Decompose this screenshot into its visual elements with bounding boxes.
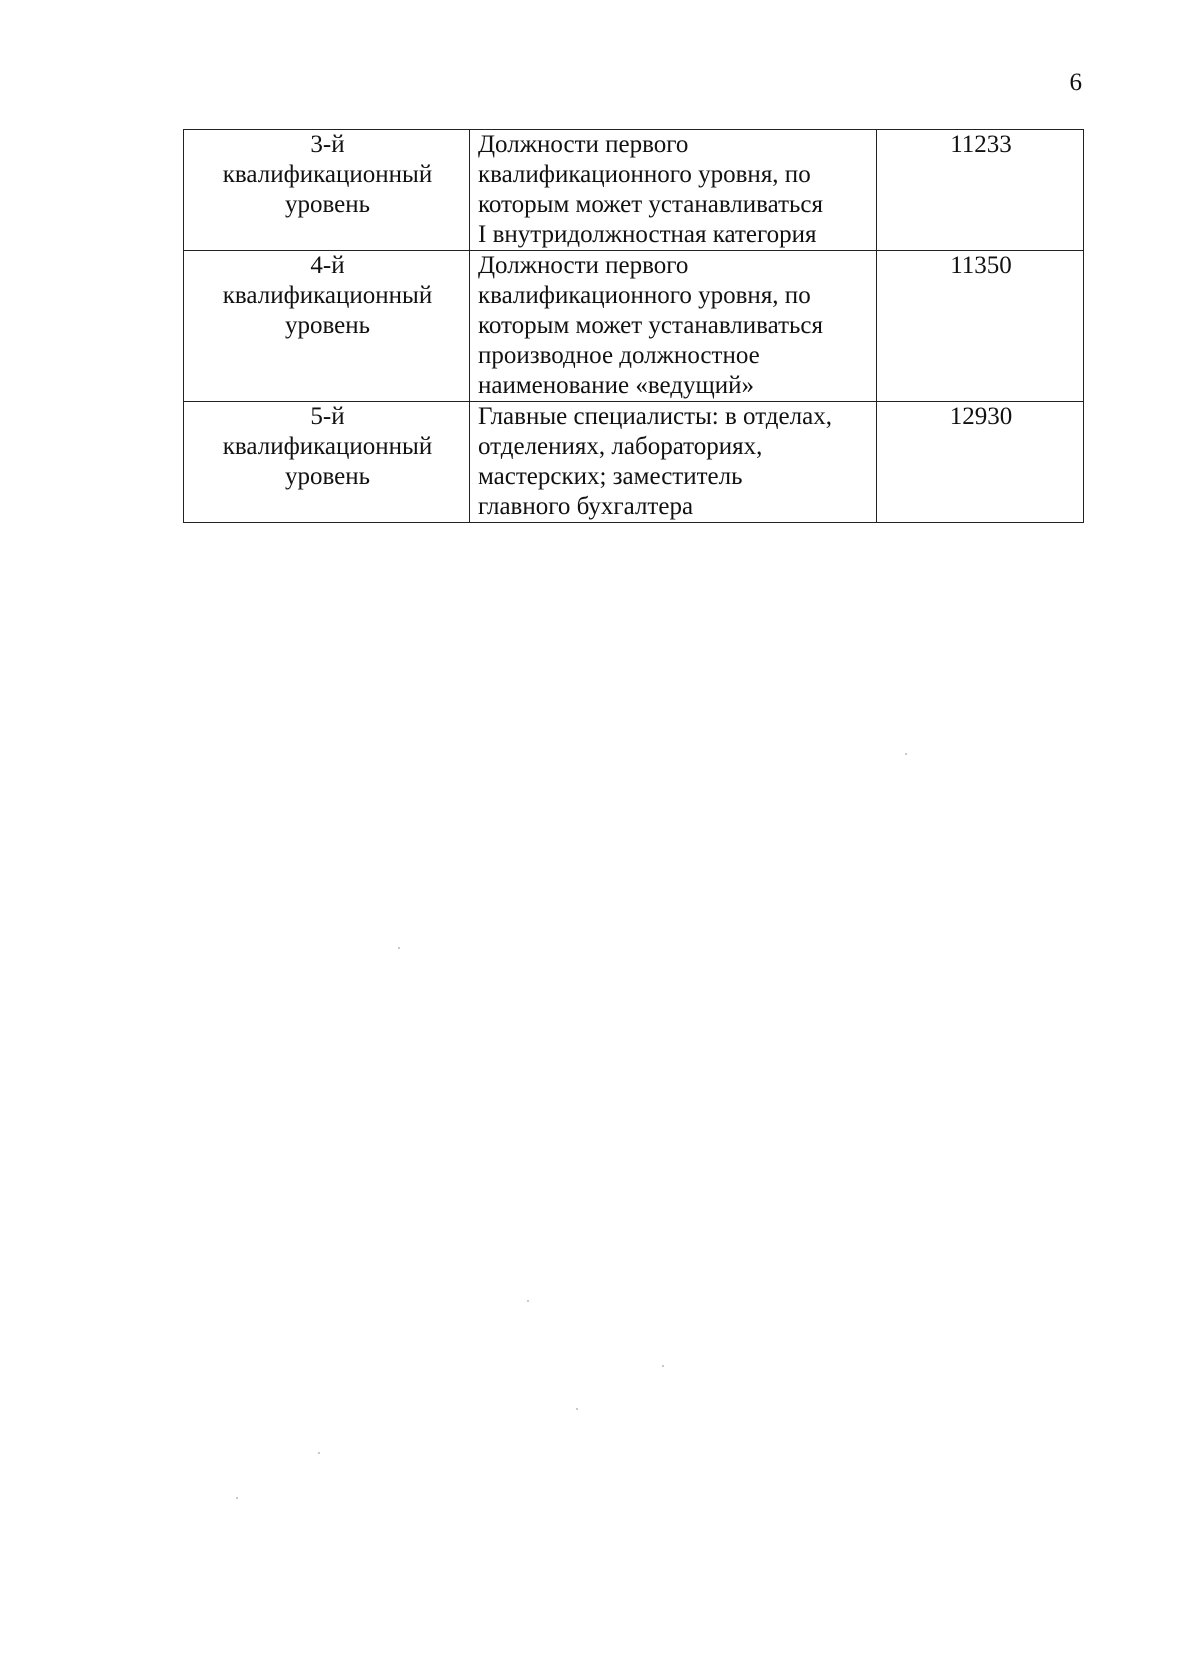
qualification-salary-table bbox=[183, 129, 1084, 523]
table-row bbox=[184, 402, 1084, 523]
qualification-level-cell: 5-й квалификационный уровень bbox=[184, 402, 470, 523]
qualification-level-cell: 3-й квалификационный уровень bbox=[184, 130, 470, 251]
scan-speck bbox=[318, 1452, 320, 1454]
positions-description-cell: Должности первого квалификационного уровня, по которым может устанавливаться I внутридолжностная категория bbox=[470, 130, 877, 251]
scan-speck bbox=[236, 1497, 238, 1499]
scan-speck bbox=[905, 753, 907, 755]
salary-amount-cell: 12930 bbox=[877, 402, 1084, 523]
positions-description-cell: Должности первого квалификационного уровня, по которым может устанавливаться производное должностное наименование «ведущий» bbox=[470, 251, 877, 402]
table-row bbox=[184, 251, 1084, 402]
salary-amount-cell: 11350 bbox=[877, 251, 1084, 402]
scan-speck bbox=[527, 1300, 529, 1302]
positions-description-cell: Главные специалисты: в отделах, отделениях, лабораториях, мастерских; заместитель главного бухгалтера bbox=[470, 402, 877, 523]
scan-speck bbox=[398, 947, 400, 949]
scan-speck bbox=[662, 1365, 664, 1367]
table-row bbox=[184, 130, 1084, 251]
page-number: 6 bbox=[1069, 69, 1082, 96]
scan-speck bbox=[576, 1408, 578, 1410]
qualification-level-cell: 4-й квалификационный уровень bbox=[184, 251, 470, 402]
salary-amount-cell: 11233 bbox=[877, 130, 1084, 251]
